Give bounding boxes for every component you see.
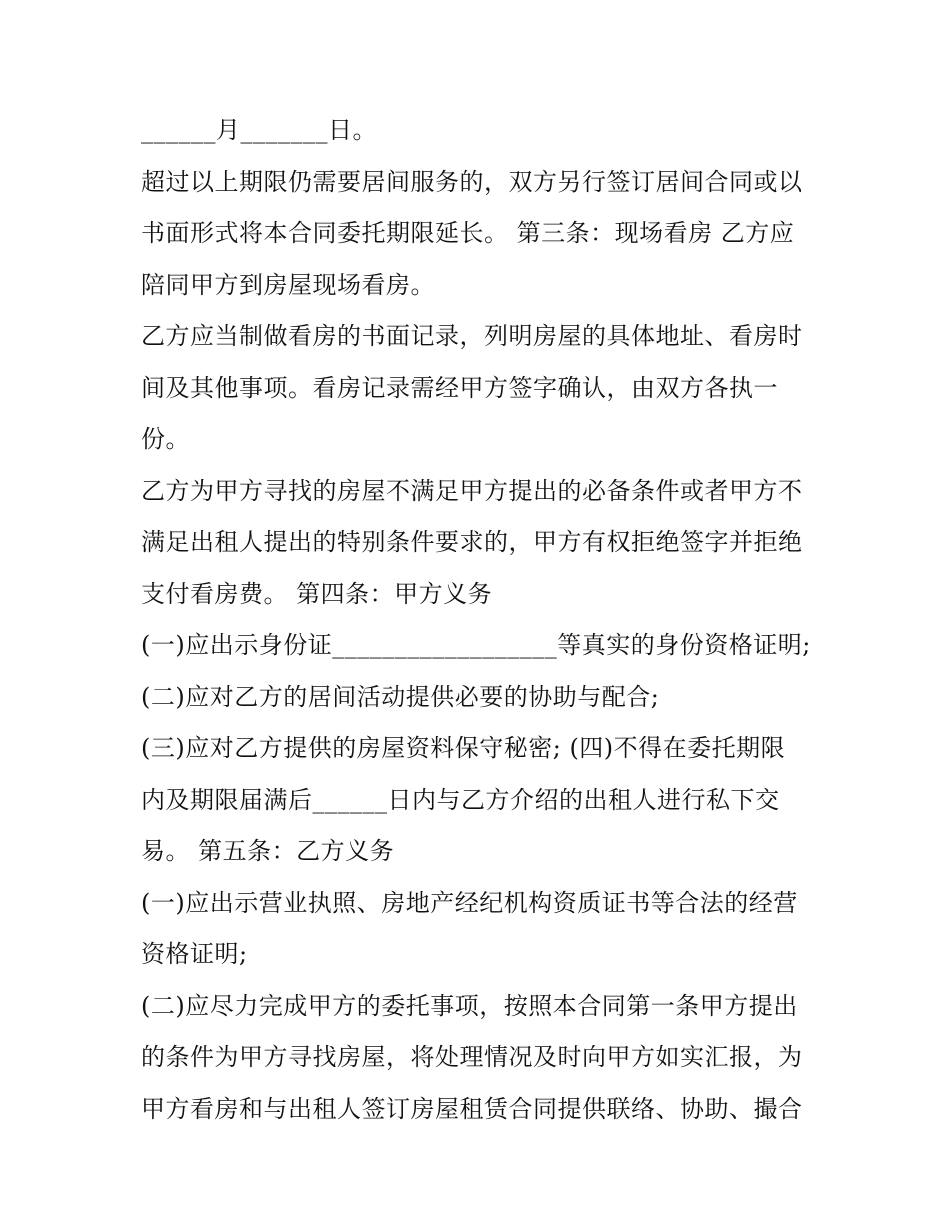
text-line: 支付看房费。 第四条：甲方义务 <box>141 579 493 608</box>
text-line: 间及其他事项。看房记录需经甲方签字确认，由双方各执一 <box>141 373 778 402</box>
text-line: 内及期限届满后______日内与乙方介绍的出租人进行私下交 <box>141 785 780 814</box>
text-line: (二)应对乙方的居间活动提供必要的协助与配合; <box>141 682 660 711</box>
text-line: 资格证明; <box>141 940 248 968</box>
text-line: 的条件为甲方寻找房屋，将处理情况及时向甲方如实汇报，为 <box>141 1043 803 1071</box>
text-line: 书面形式将本合同委托期限延长。 第三条：现场看房 乙方应 <box>141 219 795 247</box>
text-line: ______月_______日。 <box>141 116 377 144</box>
text-line: 乙方应当制做看房的书面记录，列明房屋的具体地址、看房时 <box>141 322 803 350</box>
text-line: 超过以上期限仍需要居间服务的，双方另行签订居间合同或以 <box>141 167 803 196</box>
text-line: 易。 第五条：乙方义务 <box>141 837 395 865</box>
text-line: (一)应出示身份证__________________等真实的身份资格证明; <box>141 631 811 659</box>
text-line: (二)应尽力完成甲方的委托事项，按照本合同第一条甲方提出 <box>141 991 798 1020</box>
text-line: (三)应对乙方提供的房屋资料保守秘密; (四)不得在委托期限 <box>141 734 786 762</box>
text-line: 满足出租人提出的特别条件要求的，甲方有权拒绝签字并拒绝 <box>141 528 803 556</box>
text-line: (一)应出示营业执照、房地产经纪机构资质证书等合法的经营 <box>141 888 798 917</box>
text-line: 乙方为甲方寻找的房屋不满足甲方提出的必备条件或者甲方不 <box>141 476 803 505</box>
text-line: 陪同甲方到房屋现场看房。 <box>141 270 435 299</box>
text-line: 甲方看房和与出租人签订房屋租赁合同提供联络、协助、撮合 <box>141 1094 803 1123</box>
document-body <box>141 108 821 1138</box>
text-line: 份。 <box>141 425 190 453</box>
